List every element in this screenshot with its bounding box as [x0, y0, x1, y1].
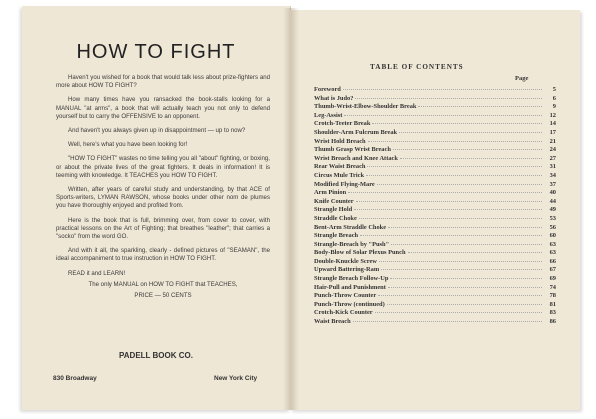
toc-entry — [314, 249, 556, 258]
toc-entry-page: 74 — [549, 283, 556, 291]
toc-entry-label: Wrist Hold Breach — [314, 137, 366, 145]
toc-leader-dots — [390, 278, 542, 279]
toc-entry-page: 63 — [549, 240, 556, 248]
toc-leader-dots — [388, 227, 542, 228]
toc-entry-page: 56 — [549, 223, 556, 231]
toc-entry — [314, 103, 556, 112]
ad-paragraph: Well, here's what you have been looking for! — [68, 141, 188, 149]
toc-entry — [314, 275, 556, 284]
ad-paragraph: And haven't you always given up in disappointment — up to now? — [68, 127, 246, 135]
toc-leader-dots — [353, 321, 542, 322]
toc-entry — [314, 206, 556, 215]
toc-entry-label: Punch-Throw Counter — [314, 292, 377, 300]
ad-paragraph: The only MANUAL on HOW TO FIGHT that TEACHES, — [88, 280, 238, 288]
toc-entry — [314, 198, 556, 207]
toc-entry-page: 60 — [549, 232, 556, 240]
ad-city: New York City — [214, 375, 258, 382]
toc-entry — [314, 258, 556, 267]
toc-entry — [314, 112, 556, 121]
toc-leader-dots — [367, 166, 542, 167]
toc-entry — [314, 292, 556, 301]
toc-entry — [314, 86, 556, 95]
ad-price: PRICE — 50 CENTS — [134, 292, 192, 300]
toc-leader-dots — [378, 295, 542, 296]
toc-entry-label: Strangle-Breach by "Push" — [314, 240, 390, 248]
toc-entry — [314, 232, 556, 241]
toc-entry-page: 14 — [549, 120, 556, 128]
toc-list — [314, 86, 556, 327]
toc-entry-page: 27 — [549, 154, 556, 162]
toc-entry-page: 6 — [552, 94, 556, 102]
toc-entry — [314, 189, 556, 198]
ad-paragraph: And with it all, the sparkling, clearly - defined pictures of "SEAMAN", the ideal accompaniment to true instruction in HOW TO FIGHT. — [56, 247, 270, 263]
toc-leader-dots — [360, 235, 542, 236]
ad-paragraph: Here is the book that is full, brimming over, from cover to cover, with practical lessons on the Art of Fighting; that breathes "leather"; that carries a "socko" from the word GO. — [56, 216, 270, 241]
toc-entry — [314, 309, 556, 318]
toc-entry — [314, 129, 556, 138]
toc-entry-page: 53 — [549, 214, 556, 222]
toc-entry — [314, 181, 556, 190]
toc-entry — [314, 224, 556, 233]
toc-entry-page: 81 — [549, 300, 556, 308]
toc-entry — [314, 146, 556, 155]
toc-entry-page: 5 — [552, 86, 556, 93]
ad-address: 830 Broadway — [53, 375, 97, 382]
toc-entry-page: 17 — [549, 128, 556, 136]
toc-leader-dots — [388, 287, 542, 288]
toc-entry-label: Wrist Breach and Knee Attack — [314, 154, 398, 162]
toc-entry — [314, 241, 556, 250]
toc-leader-dots — [348, 192, 542, 193]
toc-entry-page: 49 — [549, 206, 556, 214]
toc-leader-dots — [418, 106, 542, 107]
toc-entry-page: 37 — [549, 180, 556, 188]
toc-entry-label: Waist Breach — [314, 318, 351, 326]
toc-leader-dots — [372, 123, 542, 124]
toc-entry-label: Punch-Throw (continued) — [314, 300, 385, 308]
toc-entry — [314, 120, 556, 129]
toc-entry-label: Body-Blow of Solar Plexus Punch — [314, 249, 406, 257]
toc-entry — [314, 138, 556, 147]
toc-leader-dots — [391, 244, 542, 245]
toc-leader-dots — [399, 132, 542, 133]
ad-body — [56, 74, 270, 306]
toc-entry-label: Strangle Breach — [314, 232, 359, 240]
toc-entry-label: Thumb-Wrist-Elbow-Shoulder Break — [314, 103, 417, 111]
toc-entry — [314, 215, 556, 224]
toc-entry — [314, 266, 556, 275]
toc-leader-dots — [343, 89, 542, 90]
toc-title: TABLE OF CONTENTS — [370, 63, 464, 71]
toc-leader-dots — [400, 158, 542, 159]
toc-entry-label: Strangle Hold — [314, 206, 353, 214]
toc-entry-label: Upward Battering-Ram — [314, 266, 380, 274]
ad-paragraph: How many times have you ransacked the book-stalls looking for a MANUAL "at arms", a book that will actually teach you not only to defend yourself but to carry the OFFENSIVE to an opponent. — [56, 96, 270, 120]
toc-entry-page: 21 — [549, 137, 556, 145]
toc-entry-page: 44 — [549, 197, 556, 205]
toc-leader-dots — [354, 209, 542, 210]
toc-entry-label: Shoulder-Arm Fulcrum Break — [314, 128, 398, 136]
toc-entry — [314, 172, 556, 181]
toc-entry-page: 78 — [549, 292, 556, 300]
toc-entry-label: Circus Mule Trick — [314, 171, 365, 179]
toc-entry-page: 83 — [549, 309, 556, 317]
toc-leader-dots — [344, 115, 542, 116]
toc-leader-dots — [387, 304, 542, 305]
toc-leader-dots — [368, 141, 542, 142]
toc-entry-label: Crotch-Kick Counter — [314, 309, 373, 317]
toc-leader-dots — [379, 261, 542, 262]
toc-entry-label: Rear Waist Breach — [314, 163, 366, 171]
toc-entry-label: Foreword — [314, 86, 341, 93]
toc-entry-label: Hair-Pull and Punishment — [314, 283, 386, 291]
toc-entry-label: Knife Counter — [314, 197, 354, 205]
toc-entry-label: Double-Knuckle Screw — [314, 257, 377, 265]
toc-entry-page: 40 — [549, 189, 556, 197]
toc-leader-dots — [356, 201, 542, 202]
toc-entry — [314, 163, 556, 172]
book-gutter — [283, 8, 299, 410]
toc-entry-label: Bent-Arm Straddle Choke — [314, 223, 387, 231]
toc-leader-dots — [393, 149, 542, 150]
toc-entry-label: What is Judo? — [314, 94, 354, 102]
toc-page-column-label: Page — [515, 75, 529, 82]
toc-entry-label: Modified Flying-Mare — [314, 180, 375, 188]
toc-entry-page: 86 — [549, 318, 556, 326]
toc-entry — [314, 95, 556, 104]
toc-entry-page: 63 — [549, 249, 556, 257]
toc-entry — [314, 284, 556, 293]
toc-entry — [314, 301, 556, 310]
toc-entry-page: 67 — [549, 266, 556, 274]
toc-entry-label: Thumb Grasp Wrist Breach — [314, 146, 391, 154]
toc-entry-page: 9 — [552, 103, 556, 111]
ad-paragraph: "HOW TO FIGHT" wastes no time telling you all "about" fighting, or boxing, or about the private lives of the great fighters. It deals in information! It is teeming with knowledge. It TEACHES you HOW TO FIGHT. — [56, 155, 270, 179]
toc-leader-dots — [381, 269, 542, 270]
toc-leader-dots — [355, 98, 542, 99]
toc-entry — [314, 155, 556, 164]
toc-leader-dots — [366, 175, 542, 176]
toc-entry-label: Crotch-Teeter Break — [314, 120, 371, 128]
toc-leader-dots — [375, 312, 542, 313]
ad-paragraph: Written, after years of careful study and understanding, by that ACE of Sports-writers, LYMAN RAWSON, whose books under other nom de plumes you have thoroughly enjoyed and profited from. — [56, 186, 270, 210]
ad-paragraph: Haven't you wished for a book that would talk less about prize-fighters and more about HOW TO FIGHT? — [56, 74, 270, 90]
toc-entry-label: Straddle Choke — [314, 214, 357, 222]
toc-entry-page: 69 — [549, 275, 556, 283]
toc-entry-label: Strangle Breach Follow-Up — [314, 275, 389, 283]
toc-entry — [314, 318, 556, 327]
toc-entry-label: Leg-Assist — [314, 111, 343, 119]
toc-entry-label: Arm Pinion — [314, 189, 347, 197]
ad-title: HOW TO FIGHT — [76, 41, 236, 63]
toc-entry-page: 34 — [549, 171, 556, 179]
toc-leader-dots — [408, 252, 543, 253]
toc-leader-dots — [359, 218, 542, 219]
ad-paragraph: READ it and LEARN! — [68, 269, 126, 277]
toc-entry-page: 24 — [549, 146, 556, 154]
ad-publisher: PADELL BOOK CO. — [119, 351, 193, 360]
toc-entry-page: 12 — [549, 111, 556, 119]
toc-leader-dots — [377, 184, 542, 185]
toc-entry-page: 31 — [549, 163, 556, 171]
toc-entry-page: 66 — [549, 257, 556, 265]
